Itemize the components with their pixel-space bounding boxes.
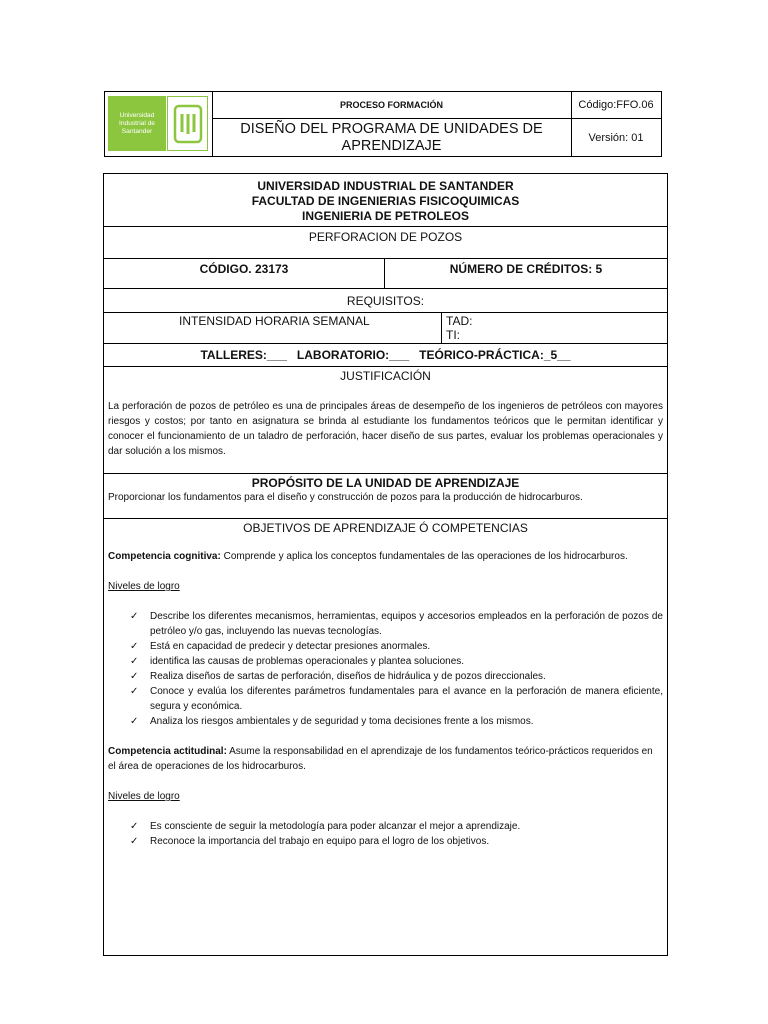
- codigo-creditos-row: [104, 259, 667, 289]
- checkmark-icon: ✓: [130, 656, 139, 667]
- universidad: UNIVERSIDAD INDUSTRIAL DE SANTANDER: [257, 179, 514, 193]
- escuela: INGENIERIA DE PETROLEOS: [302, 209, 469, 223]
- proposito-title: PROPÓSITO DE LA UNIDAD DE APRENDIZAJE: [251, 476, 520, 490]
- document-header: [104, 91, 662, 157]
- list-item: ✓ Describe los diferentes mecanismos, herramientas, equipos y accesorios empleados en la perforación de pozos de petróleo y/o gas, incluyendo las nuevas tecnologías.: [130, 611, 663, 637]
- cognitiva-text: Comprende y aplica los conceptos fundamentales de las operaciones de los hidrocarburos.: [220, 551, 628, 562]
- requisitos-row: [104, 289, 667, 313]
- list-item: ✓ identifica las causas de problemas operacionales y plantea soluciones.: [130, 656, 465, 667]
- program-form: [103, 173, 668, 956]
- checkmark-icon: ✓: [130, 641, 139, 652]
- justificacion-title: JUSTIFICACIÓN: [340, 369, 431, 383]
- ti-label: TI:: [446, 328, 460, 342]
- objetivos-title: OBJETIVOS DE APRENDIZAJE Ó COMPETENCIAS: [243, 521, 528, 535]
- header-meta-cell: [571, 92, 661, 156]
- checkmark-icon: ✓: [130, 671, 139, 682]
- list-item: ✓ Conoce y evalúa los diferentes parámetros fundamentales para el avance en la perforación de manera eficiente, segura y económica.: [130, 686, 663, 712]
- objetivos-section: [104, 519, 667, 955]
- justificacion-section: [104, 367, 667, 474]
- requisitos-label: REQUISITOS:: [346, 294, 425, 308]
- checkmark-icon: ✓: [130, 836, 139, 847]
- niveles-label-actitudinal: Niveles de logro: [108, 791, 180, 802]
- niveles-cognitiva-list: [104, 594, 667, 729]
- cognitiva-label: Competencia cognitiva:: [108, 551, 221, 562]
- talleres-row: TALLERES:___ LABORATORIO:___ TEÓRICO-PRÁCTICA:_5__: [104, 344, 667, 367]
- checkmark-icon: ✓: [130, 821, 139, 832]
- list-item: ✓ Es consciente de seguir la metodología para poder alcanzar el mejor a aprendizaje.: [130, 821, 521, 832]
- checkmark-icon: ✓: [130, 611, 139, 622]
- proposito-text: Proporcionar los fundamentos para el diseño y construcción de pozos para la producción de hidrocarburos.: [108, 492, 583, 503]
- checkmark-icon: ✓: [130, 686, 139, 697]
- checkmark-icon: ✓: [130, 716, 139, 727]
- version-label: Versión: 01: [588, 131, 644, 144]
- document-title: DISEÑO DEL PROGRAMA DE UNIDADES DE APRENDIZAJE: [240, 120, 543, 154]
- list-item: ✓ Está en capacidad de predecir y detectar presiones anormales.: [130, 641, 431, 652]
- creditos-cell: NÚMERO DE CRÉDITOS: 5: [449, 262, 603, 276]
- niveles-actitudinal-list: [104, 804, 667, 849]
- proceso-label: PROCESO FORMACIÓN: [212, 92, 571, 119]
- actitudinal-paragraph: [104, 729, 667, 774]
- cognitiva-paragraph: [104, 535, 667, 564]
- uis-emblem-icon: [167, 96, 208, 151]
- intensidad-label: INTENSIDAD HORARIA SEMANAL: [104, 313, 442, 343]
- proposito-section: [104, 474, 667, 519]
- header-title-cell: [212, 92, 572, 156]
- codigo-label: Código:FFO.06: [571, 92, 661, 119]
- list-item: ✓ Reconoce la importancia del trabajo en equipo para el logro de los objetivos.: [130, 836, 490, 847]
- uis-logo: Universidad Industrial de Santander: [108, 96, 166, 151]
- list-item: ✓ Analiza los riesgos ambientales y de seguridad y toma decisiones frente a los mismos.: [130, 716, 534, 727]
- tad-label: TAD:: [446, 314, 473, 328]
- asignatura-name: PERFORACION DE POZOS: [308, 230, 463, 244]
- codigo-cell: CÓDIGO. 23173: [104, 259, 385, 288]
- asignatura-row: [104, 227, 667, 259]
- logo-cell: [105, 92, 213, 156]
- actitudinal-text: Asume la responsabilidad en el aprendizaje de los fundamentos teórico-prácticos requeridos en el área de operaciones de los hidrocarburos.: [108, 746, 653, 772]
- institution-block: [104, 174, 667, 227]
- intensidad-row: [104, 313, 667, 344]
- facultad: FACULTAD DE INGENIERIAS FISICOQUIMICAS: [251, 194, 520, 208]
- actitudinal-label: Competencia actitudinal:: [108, 746, 227, 757]
- niveles-label-cognitiva: Niveles de logro: [108, 581, 180, 592]
- justificacion-text: La perforación de pozos de petróleo es una de principales áreas de desempeño de los ingenieros de petróleos con mayores riesgos y costos; por tanto en asignatura se brinda al estudiante los fundamentos teóricos que le permitan identificar y conocer el funcionamiento de un taladro de perforación, hacer diseño de sus partes, evaluar los problemas operacionales y dar solución a los mismos.: [108, 401, 663, 457]
- list-item: ✓ Realiza diseños de sartas de perforación, diseños de hidráulica y de pozos direccionales.: [130, 671, 546, 682]
- tad-ti-cell: [442, 313, 667, 343]
